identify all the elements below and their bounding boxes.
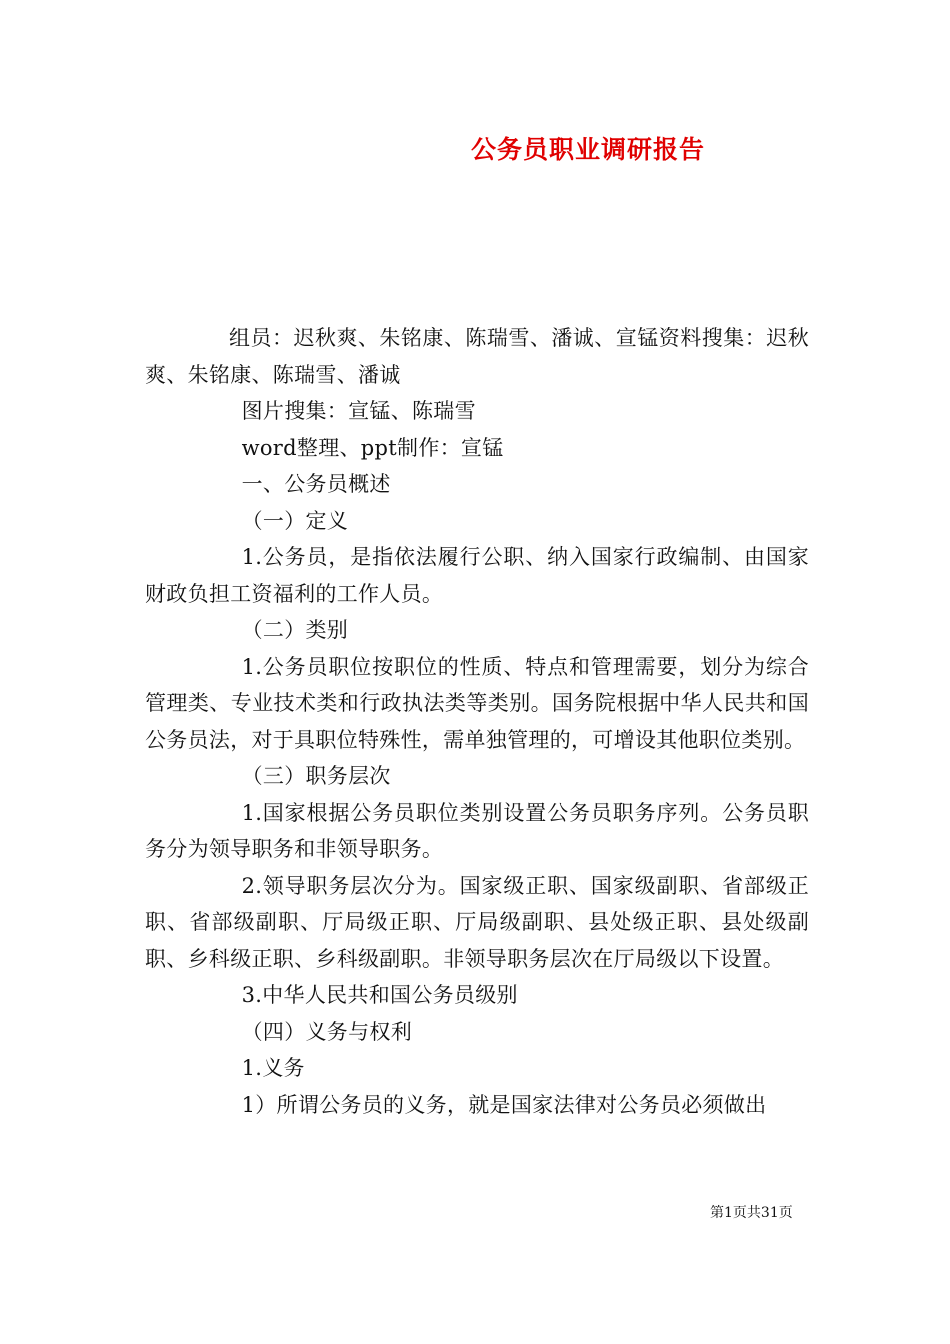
paragraph-levels-2: 2.领导职务层次分为。国家级正职、国家级副职、省部级正职、省部级副职、厅局级正职、厅局级副职、县处级正职、县处级副职、乡科级正职、乡科级副职。非领导职务层次在厅局级以下设置。 bbox=[145, 873, 809, 971]
heading-levels: （三）职务层次 bbox=[241, 764, 391, 788]
paragraph-image-collection: 图片搜集：宣锰、陈瑞雪 bbox=[241, 399, 476, 423]
heading-duties: 1.义务 bbox=[241, 1056, 305, 1080]
heading-category: （二）类别 bbox=[241, 618, 349, 642]
heading-overview: 一、公务员概述 bbox=[241, 472, 391, 496]
paragraph-definition: 1.公务员，是指依法履行公职、纳入国家行政编制、由国家财政负担工资福利的工作人员。 bbox=[145, 545, 809, 606]
heading-definition: （一）定义 bbox=[241, 508, 349, 533]
paragraph-members: 组员：迟秋爽、朱铭康、陈瑞雪、潘诚、宣锰资料搜集：迟秋爽、朱铭康、陈瑞雪、潘诚 bbox=[145, 326, 809, 387]
paragraph-word-ppt: word整理、ppt制作：宣锰 bbox=[241, 435, 504, 460]
paragraph-levels-3: 3.中华人民共和国公务员级别 bbox=[241, 983, 518, 1007]
document-title: 公务员职业调研报告 bbox=[471, 135, 706, 164]
document-body bbox=[145, 320, 809, 1123]
paragraph-levels-1: 1.国家根据公务员职位类别设置公务员职务序列。公务员职务分为领导职务和非领导职务。 bbox=[145, 800, 809, 861]
heading-duties-rights: （四）义务与权利 bbox=[241, 1019, 412, 1044]
paragraph-duties-1: 1）所谓公务员的义务，就是国家法律对公务员必须做出 bbox=[241, 1092, 767, 1117]
paragraph-category: 1.公务员职位按职位的性质、特点和管理需要，划分为综合管理类、专业技术类和行政执法类等类别。国务院根据中华人民共和国公务员法，对于具职位特殊性，需单独管理的，可增设其他职位类别。 bbox=[145, 654, 809, 752]
page-number-footer: 第1页共31页 bbox=[710, 1205, 793, 1221]
